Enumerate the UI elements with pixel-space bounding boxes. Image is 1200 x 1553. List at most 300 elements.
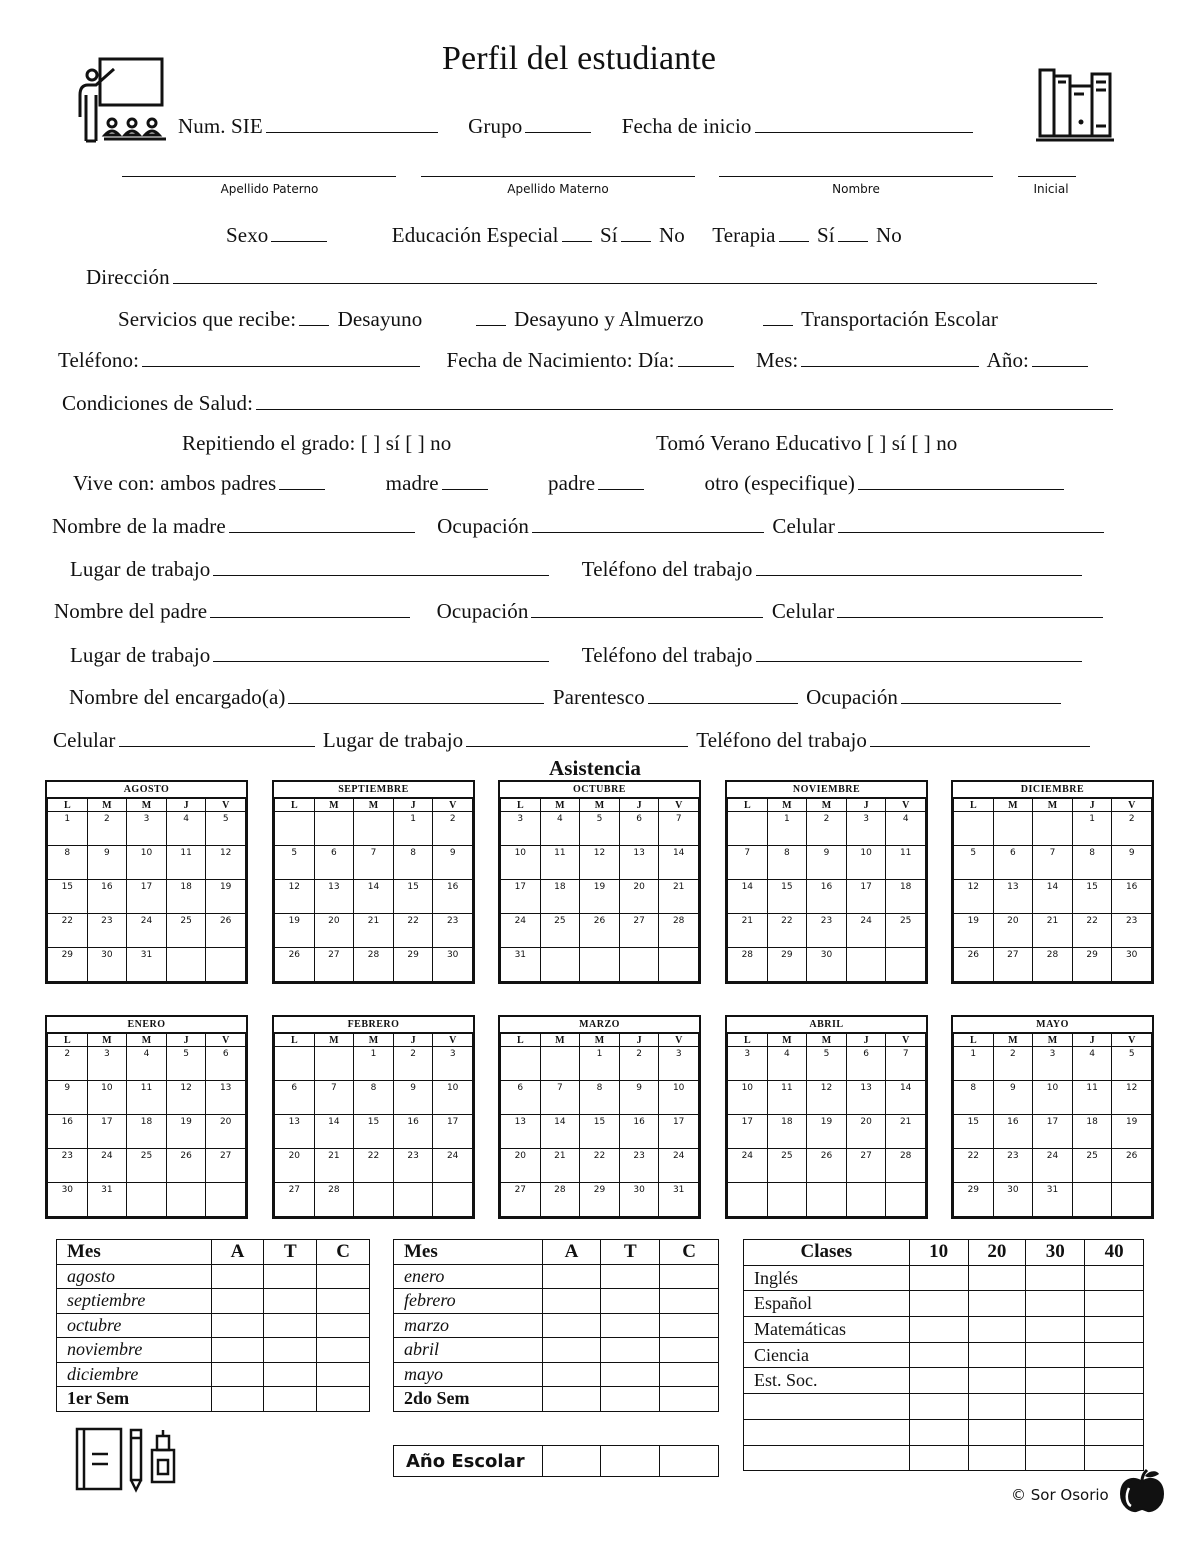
calendar-day[interactable]: 24 [87, 1149, 127, 1183]
calendar-day[interactable] [1112, 1183, 1152, 1217]
calendar-day[interactable] [886, 948, 926, 982]
calendar-day[interactable] [127, 1183, 167, 1217]
calendar-day[interactable]: 8 [393, 846, 433, 880]
grade-cell[interactable] [909, 1291, 968, 1317]
calendar-day[interactable]: 21 [540, 1149, 580, 1183]
calendar-day[interactable]: 12 [807, 1081, 847, 1115]
grade-cell[interactable] [909, 1445, 968, 1471]
att2-cell[interactable] [660, 1264, 719, 1289]
att1-cell[interactable] [211, 1289, 264, 1314]
calendar-day[interactable]: 23 [619, 1149, 659, 1183]
calendar-day[interactable] [393, 1183, 433, 1217]
att2-cell[interactable] [542, 1387, 601, 1412]
grade-cell[interactable] [968, 1265, 1026, 1291]
calendar-day[interactable]: 5 [275, 846, 315, 880]
calendar-day[interactable]: 7 [1033, 846, 1073, 880]
calendar-day[interactable]: 29 [580, 1183, 620, 1217]
calendar-day[interactable]: 10 [659, 1081, 699, 1115]
terapia-si-field[interactable] [779, 223, 809, 242]
att2-cell[interactable] [542, 1264, 601, 1289]
calendar-day[interactable] [540, 1047, 580, 1081]
calendar-day[interactable]: 14 [540, 1115, 580, 1149]
calendar-day[interactable] [846, 948, 886, 982]
ano-field[interactable] [1032, 348, 1088, 367]
calendar-day[interactable]: 4 [1072, 1047, 1112, 1081]
celular-madre-field[interactable] [838, 514, 1104, 533]
inicial-field[interactable] [1018, 176, 1076, 177]
calendar-day[interactable]: 28 [728, 948, 768, 982]
calendar-day[interactable]: 8 [580, 1081, 620, 1115]
calendar-day[interactable]: 24 [728, 1149, 768, 1183]
calendar-day[interactable]: 10 [501, 846, 541, 880]
grade-cell[interactable] [909, 1265, 968, 1291]
direccion-field[interactable] [173, 265, 1097, 284]
calendar-day[interactable]: 27 [314, 948, 354, 982]
calendar-day[interactable]: 1 [393, 812, 433, 846]
calendar-day[interactable] [954, 812, 994, 846]
calendar-day[interactable]: 21 [354, 914, 394, 948]
nombre-field[interactable] [719, 176, 993, 177]
calendar-day[interactable] [807, 1183, 847, 1217]
grade-cell[interactable] [1026, 1394, 1085, 1420]
calendar-day[interactable]: 2 [87, 812, 127, 846]
calendar-day[interactable]: 31 [87, 1183, 127, 1217]
calendar-day[interactable]: 13 [846, 1081, 886, 1115]
calendar-day[interactable]: 4 [540, 812, 580, 846]
calendar-day[interactable]: 22 [767, 914, 807, 948]
calendar-day[interactable]: 6 [275, 1081, 315, 1115]
calendar-day[interactable]: 23 [87, 914, 127, 948]
att1-cell[interactable] [211, 1313, 264, 1338]
calendar-day[interactable] [728, 812, 768, 846]
calendar-day[interactable]: 21 [728, 914, 768, 948]
att1-cell[interactable] [317, 1338, 370, 1363]
att2-cell[interactable] [542, 1289, 601, 1314]
calendar-day[interactable]: 12 [580, 846, 620, 880]
parentesco-field[interactable] [648, 685, 798, 704]
calendar-day[interactable]: 4 [886, 812, 926, 846]
calendar-day[interactable]: 20 [501, 1149, 541, 1183]
calendar-day[interactable]: 23 [1112, 914, 1152, 948]
calendar-day[interactable]: 21 [1033, 914, 1073, 948]
calendar-day[interactable]: 21 [659, 880, 699, 914]
ocupacion-padre-field[interactable] [531, 599, 763, 618]
calendar-day[interactable]: 7 [886, 1047, 926, 1081]
calendar-day[interactable]: 17 [846, 880, 886, 914]
calendar-day[interactable]: 4 [166, 812, 206, 846]
att2-cell[interactable] [542, 1313, 601, 1338]
lugar-trabajo-encargado-field[interactable] [466, 728, 688, 747]
grade-cell[interactable] [968, 1445, 1026, 1471]
condiciones-field[interactable] [256, 391, 1113, 410]
calendar-day[interactable]: 2 [619, 1047, 659, 1081]
calendar-day[interactable]: 28 [1033, 948, 1073, 982]
grade-cell[interactable] [1085, 1317, 1144, 1343]
calendar-day[interactable]: 22 [393, 914, 433, 948]
calendar-day[interactable]: 20 [619, 880, 659, 914]
calendar-day[interactable]: 24 [127, 914, 167, 948]
calendar-day[interactable]: 7 [728, 846, 768, 880]
calendar-day[interactable] [166, 1183, 206, 1217]
calendar-day[interactable]: 20 [993, 914, 1033, 948]
calendar-day[interactable]: 14 [354, 880, 394, 914]
calendar-day[interactable] [314, 1047, 354, 1081]
calendar-day[interactable]: 9 [433, 846, 473, 880]
calendar-day[interactable]: 30 [807, 948, 847, 982]
calendar-day[interactable]: 5 [807, 1047, 847, 1081]
calendar-day[interactable]: 6 [993, 846, 1033, 880]
att2-cell[interactable] [660, 1387, 719, 1412]
grade-cell[interactable] [909, 1317, 968, 1343]
calendar-day[interactable]: 20 [275, 1149, 315, 1183]
calendar-day[interactable]: 4 [767, 1047, 807, 1081]
calendar-day[interactable]: 24 [846, 914, 886, 948]
calendar-day[interactable]: 1 [354, 1047, 394, 1081]
desayuno-check[interactable] [299, 307, 329, 326]
calendar-day[interactable]: 22 [354, 1149, 394, 1183]
calendar-day[interactable]: 29 [393, 948, 433, 982]
calendar-day[interactable] [1033, 812, 1073, 846]
calendar-day[interactable]: 18 [767, 1115, 807, 1149]
calendar-day[interactable] [501, 1047, 541, 1081]
calendar-day[interactable]: 26 [1112, 1149, 1152, 1183]
calendar-day[interactable]: 22 [580, 1149, 620, 1183]
calendar-day[interactable]: 6 [619, 812, 659, 846]
calendar-day[interactable]: 6 [501, 1081, 541, 1115]
calendar-day[interactable]: 28 [659, 914, 699, 948]
calendar-day[interactable]: 30 [48, 1183, 88, 1217]
att1-cell[interactable] [317, 1313, 370, 1338]
att1-cell[interactable] [264, 1264, 317, 1289]
ocupacion-madre-field[interactable] [532, 514, 764, 533]
calendar-day[interactable]: 19 [166, 1115, 206, 1149]
grade-cell[interactable] [1026, 1291, 1085, 1317]
calendar-day[interactable]: 31 [501, 948, 541, 982]
calendar-day[interactable] [619, 948, 659, 982]
calendar-day[interactable]: 10 [846, 846, 886, 880]
calendar-day[interactable]: 21 [886, 1115, 926, 1149]
calendar-day[interactable]: 13 [619, 846, 659, 880]
terapia-no-field[interactable] [838, 223, 868, 242]
calendar-day[interactable]: 17 [659, 1115, 699, 1149]
calendar-day[interactable]: 6 [206, 1047, 246, 1081]
calendar-day[interactable]: 23 [993, 1149, 1033, 1183]
calendar-day[interactable]: 13 [314, 880, 354, 914]
calendar-day[interactable] [433, 1183, 473, 1217]
calendar-day[interactable]: 29 [954, 1183, 994, 1217]
calendar-day[interactable]: 17 [728, 1115, 768, 1149]
calendar-day[interactable]: 17 [501, 880, 541, 914]
calendar-day[interactable]: 18 [886, 880, 926, 914]
calendar-day[interactable]: 15 [354, 1115, 394, 1149]
calendar-day[interactable]: 30 [87, 948, 127, 982]
grade-cell[interactable] [1085, 1394, 1144, 1420]
calendar-day[interactable]: 30 [433, 948, 473, 982]
att1-cell[interactable] [317, 1289, 370, 1314]
calendar-day[interactable] [314, 812, 354, 846]
repitiendo[interactable]: Repitiendo el grado: [ ] sí [ ] no [182, 431, 452, 455]
calendar-day[interactable]: 27 [846, 1149, 886, 1183]
grade-cell[interactable] [1085, 1342, 1144, 1368]
att1-cell[interactable] [317, 1362, 370, 1387]
calendar-day[interactable]: 15 [580, 1115, 620, 1149]
celular-encargado-field[interactable] [119, 728, 315, 747]
calendar-day[interactable] [886, 1183, 926, 1217]
calendar-day[interactable]: 24 [433, 1149, 473, 1183]
calendar-day[interactable]: 20 [206, 1115, 246, 1149]
att2-cell[interactable] [660, 1338, 719, 1363]
calendar-day[interactable]: 11 [1072, 1081, 1112, 1115]
ano-escolar-cell[interactable] [660, 1446, 719, 1477]
calendar-day[interactable]: 12 [954, 880, 994, 914]
grade-cell[interactable] [968, 1394, 1026, 1420]
calendar-day[interactable]: 28 [886, 1149, 926, 1183]
calendar-day[interactable]: 9 [87, 846, 127, 880]
calendar-day[interactable]: 10 [127, 846, 167, 880]
mes-field[interactable] [801, 348, 979, 367]
calendar-day[interactable]: 1 [1072, 812, 1112, 846]
calendar-day[interactable]: 12 [206, 846, 246, 880]
clase-name[interactable] [744, 1445, 910, 1471]
calendar-day[interactable]: 5 [580, 812, 620, 846]
calendar-day[interactable]: 2 [48, 1047, 88, 1081]
educacion-no-field[interactable] [621, 223, 651, 242]
madre-field[interactable] [442, 471, 488, 490]
verano[interactable]: Tomó Verano Educativo [ ] sí [ ] no [656, 431, 958, 455]
calendar-day[interactable]: 7 [659, 812, 699, 846]
calendar-day[interactable]: 30 [993, 1183, 1033, 1217]
calendar-day[interactable]: 19 [206, 880, 246, 914]
calendar-day[interactable]: 9 [619, 1081, 659, 1115]
calendar-day[interactable]: 18 [1072, 1115, 1112, 1149]
calendar-day[interactable]: 31 [659, 1183, 699, 1217]
calendar-day[interactable]: 27 [206, 1149, 246, 1183]
calendar-day[interactable]: 31 [1033, 1183, 1073, 1217]
att1-cell[interactable] [317, 1264, 370, 1289]
otro-field[interactable] [858, 471, 1064, 490]
calendar-day[interactable]: 21 [314, 1149, 354, 1183]
calendar-day[interactable]: 27 [275, 1183, 315, 1217]
calendar-day[interactable]: 16 [87, 880, 127, 914]
calendar-day[interactable]: 16 [48, 1115, 88, 1149]
grade-cell[interactable] [909, 1342, 968, 1368]
apellido-paterno-field[interactable] [122, 176, 396, 177]
calendar-day[interactable]: 8 [354, 1081, 394, 1115]
calendar-day[interactable]: 2 [433, 812, 473, 846]
calendar-day[interactable]: 16 [433, 880, 473, 914]
calendar-day[interactable]: 8 [767, 846, 807, 880]
calendar-day[interactable]: 7 [354, 846, 394, 880]
calendar-day[interactable]: 11 [767, 1081, 807, 1115]
calendar-day[interactable] [767, 1183, 807, 1217]
num-sie-field[interactable] [266, 114, 438, 133]
calendar-day[interactable] [275, 1047, 315, 1081]
fecha-inicio-field[interactable] [755, 114, 973, 133]
calendar-day[interactable]: 26 [954, 948, 994, 982]
calendar-day[interactable]: 14 [659, 846, 699, 880]
calendar-day[interactable]: 22 [954, 1149, 994, 1183]
calendar-day[interactable]: 14 [1033, 880, 1073, 914]
calendar-day[interactable]: 11 [166, 846, 206, 880]
calendar-day[interactable]: 19 [275, 914, 315, 948]
calendar-day[interactable] [206, 1183, 246, 1217]
calendar-day[interactable]: 23 [393, 1149, 433, 1183]
calendar-day[interactable]: 25 [1072, 1149, 1112, 1183]
calendar-day[interactable]: 3 [87, 1047, 127, 1081]
grade-cell[interactable] [968, 1419, 1026, 1445]
grupo-field[interactable] [525, 114, 591, 133]
calendar-day[interactable]: 12 [1112, 1081, 1152, 1115]
calendar-day[interactable] [275, 812, 315, 846]
nombre-madre-field[interactable] [229, 514, 415, 533]
calendar-day[interactable]: 11 [127, 1081, 167, 1115]
calendar-day[interactable]: 28 [314, 1183, 354, 1217]
calendar-day[interactable] [993, 812, 1033, 846]
clase-name[interactable] [744, 1419, 910, 1445]
grade-cell[interactable] [909, 1368, 968, 1394]
att1-cell[interactable] [211, 1362, 264, 1387]
att1-cell[interactable] [264, 1289, 317, 1314]
telefono-trabajo-encargado-field[interactable] [870, 728, 1090, 747]
grade-cell[interactable] [968, 1368, 1026, 1394]
calendar-day[interactable]: 24 [1033, 1149, 1073, 1183]
calendar-day[interactable]: 15 [393, 880, 433, 914]
calendar-day[interactable]: 1 [580, 1047, 620, 1081]
att2-cell[interactable] [660, 1362, 719, 1387]
calendar-day[interactable]: 17 [87, 1115, 127, 1149]
calendar-day[interactable]: 12 [275, 880, 315, 914]
calendar-day[interactable]: 7 [540, 1081, 580, 1115]
calendar-day[interactable]: 3 [846, 812, 886, 846]
clase-name[interactable] [744, 1394, 910, 1420]
calendar-day[interactable]: 5 [206, 812, 246, 846]
calendar-day[interactable] [354, 1183, 394, 1217]
calendar-day[interactable]: 19 [1112, 1115, 1152, 1149]
calendar-day[interactable]: 13 [993, 880, 1033, 914]
ano-escolar-cell[interactable] [542, 1446, 601, 1477]
calendar-day[interactable]: 5 [166, 1047, 206, 1081]
calendar-day[interactable]: 15 [767, 880, 807, 914]
calendar-day[interactable]: 25 [166, 914, 206, 948]
calendar-day[interactable]: 29 [767, 948, 807, 982]
calendar-day[interactable]: 16 [993, 1115, 1033, 1149]
calendar-day[interactable]: 11 [886, 846, 926, 880]
calendar-day[interactable]: 14 [728, 880, 768, 914]
calendar-day[interactable]: 3 [501, 812, 541, 846]
grade-cell[interactable] [1085, 1445, 1144, 1471]
calendar-day[interactable]: 8 [1072, 846, 1112, 880]
calendar-day[interactable]: 16 [393, 1115, 433, 1149]
grade-cell[interactable] [1026, 1342, 1085, 1368]
ano-escolar-cell[interactable] [601, 1446, 660, 1477]
calendar-day[interactable]: 14 [314, 1115, 354, 1149]
att2-cell[interactable] [601, 1338, 660, 1363]
ambos-padres-field[interactable] [279, 471, 325, 490]
calendar-day[interactable]: 3 [127, 812, 167, 846]
calendar-day[interactable]: 26 [275, 948, 315, 982]
calendar-day[interactable]: 15 [1072, 880, 1112, 914]
grade-cell[interactable] [1026, 1445, 1085, 1471]
calendar-day[interactable]: 17 [433, 1115, 473, 1149]
ocupacion-encargado-field[interactable] [901, 685, 1061, 704]
calendar-day[interactable]: 27 [619, 914, 659, 948]
calendar-day[interactable]: 1 [767, 812, 807, 846]
att2-cell[interactable] [601, 1289, 660, 1314]
calendar-day[interactable]: 25 [540, 914, 580, 948]
grade-cell[interactable] [1085, 1419, 1144, 1445]
calendar-day[interactable]: 3 [433, 1047, 473, 1081]
dia-field[interactable] [678, 348, 734, 367]
calendar-day[interactable]: 28 [354, 948, 394, 982]
att1-cell[interactable] [211, 1387, 264, 1412]
att2-cell[interactable] [542, 1362, 601, 1387]
att1-cell[interactable] [211, 1338, 264, 1363]
calendar-day[interactable] [846, 1183, 886, 1217]
calendar-day[interactable]: 26 [166, 1149, 206, 1183]
att2-cell[interactable] [660, 1289, 719, 1314]
calendar-day[interactable]: 31 [127, 948, 167, 982]
calendar-day[interactable]: 18 [166, 880, 206, 914]
calendar-day[interactable]: 7 [314, 1081, 354, 1115]
grade-cell[interactable] [909, 1419, 968, 1445]
calendar-day[interactable] [206, 948, 246, 982]
att1-cell[interactable] [264, 1362, 317, 1387]
att2-cell[interactable] [601, 1362, 660, 1387]
calendar-day[interactable]: 9 [393, 1081, 433, 1115]
calendar-day[interactable]: 19 [580, 880, 620, 914]
calendar-day[interactable]: 16 [807, 880, 847, 914]
calendar-day[interactable]: 10 [728, 1081, 768, 1115]
calendar-day[interactable]: 14 [886, 1081, 926, 1115]
calendar-day[interactable]: 8 [954, 1081, 994, 1115]
lugar-trabajo-padre-field[interactable] [213, 643, 549, 662]
calendar-day[interactable]: 9 [807, 846, 847, 880]
calendar-day[interactable]: 10 [433, 1081, 473, 1115]
calendar-day[interactable]: 1 [954, 1047, 994, 1081]
calendar-day[interactable]: 12 [166, 1081, 206, 1115]
calendar-day[interactable]: 30 [1112, 948, 1152, 982]
att1-cell[interactable] [211, 1264, 264, 1289]
calendar-day[interactable]: 10 [1033, 1081, 1073, 1115]
calendar-day[interactable]: 9 [48, 1081, 88, 1115]
att1-cell[interactable] [264, 1387, 317, 1412]
att1-cell[interactable] [264, 1313, 317, 1338]
grade-cell[interactable] [968, 1317, 1026, 1343]
att2-cell[interactable] [542, 1338, 601, 1363]
calendar-day[interactable]: 27 [501, 1183, 541, 1217]
calendar-day[interactable]: 2 [807, 812, 847, 846]
calendar-day[interactable] [166, 948, 206, 982]
lugar-trabajo-madre-field[interactable] [213, 557, 549, 576]
calendar-day[interactable] [1072, 1183, 1112, 1217]
transportacion-check[interactable] [763, 307, 793, 326]
grade-cell[interactable] [1085, 1368, 1144, 1394]
calendar-day[interactable]: 25 [767, 1149, 807, 1183]
calendar-day[interactable]: 19 [807, 1115, 847, 1149]
padre-field[interactable] [598, 471, 644, 490]
calendar-day[interactable]: 5 [1112, 1047, 1152, 1081]
calendar-day[interactable] [580, 948, 620, 982]
att2-cell[interactable] [601, 1313, 660, 1338]
calendar-day[interactable]: 18 [127, 1115, 167, 1149]
calendar-day[interactable]: 2 [993, 1047, 1033, 1081]
calendar-day[interactable]: 16 [619, 1115, 659, 1149]
calendar-day[interactable]: 20 [314, 914, 354, 948]
calendar-day[interactable]: 26 [206, 914, 246, 948]
calendar-day[interactable]: 19 [954, 914, 994, 948]
calendar-day[interactable]: 6 [314, 846, 354, 880]
calendar-day[interactable]: 22 [1072, 914, 1112, 948]
